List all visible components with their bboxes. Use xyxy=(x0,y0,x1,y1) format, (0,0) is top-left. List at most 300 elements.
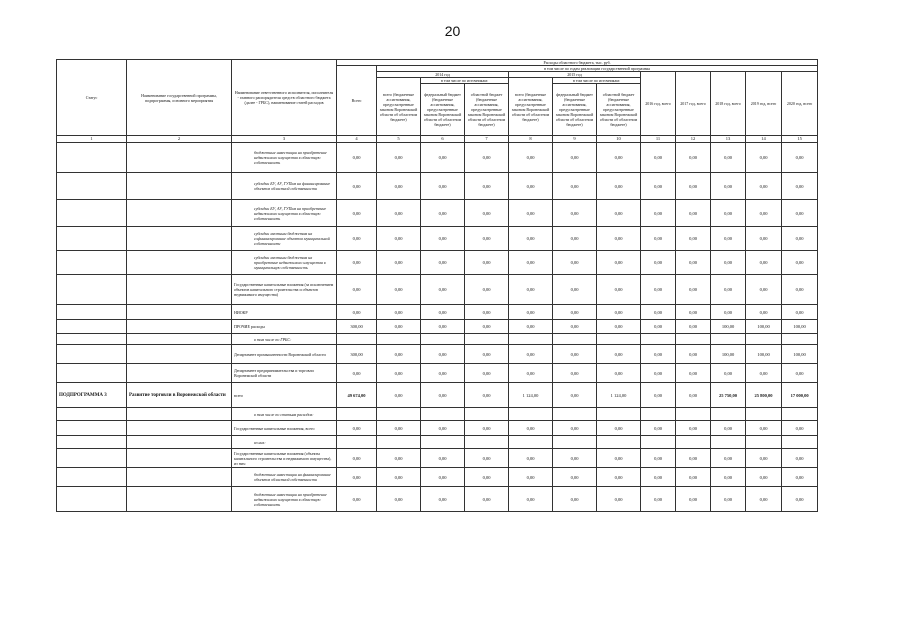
row-value: 0,00 xyxy=(421,468,465,487)
row-value: 0,00 xyxy=(641,449,676,468)
row-value: 0,00 xyxy=(509,345,553,364)
row-value xyxy=(337,334,377,345)
row-value: 0,00 xyxy=(746,275,782,305)
row-value: 0,00 xyxy=(553,320,597,334)
row-value xyxy=(465,334,509,345)
table-row xyxy=(57,408,818,421)
row-status xyxy=(57,334,127,345)
row-value xyxy=(641,334,676,345)
row-value: 0,00 xyxy=(782,421,818,436)
header-sources-2015: в том числе по источникам: xyxy=(553,78,641,84)
row-value: 300,00 xyxy=(337,345,377,364)
row-value: 0,00 xyxy=(641,200,676,227)
row-value xyxy=(641,408,676,421)
row-value: 100,00 xyxy=(746,345,782,364)
column-number: 11 xyxy=(641,136,676,143)
row-value: 0,00 xyxy=(641,345,676,364)
row-status xyxy=(57,364,127,383)
row-value: 0,00 xyxy=(676,383,711,408)
row-value: 0,00 xyxy=(421,143,465,173)
row-value: 0,00 xyxy=(553,383,597,408)
table-row xyxy=(57,320,818,334)
column-number: 10 xyxy=(597,136,641,143)
row-status xyxy=(57,449,127,468)
row-value: 0,00 xyxy=(337,364,377,383)
row-value xyxy=(676,436,711,449)
row-value: 0,00 xyxy=(465,383,509,408)
row-value: 0,00 xyxy=(465,468,509,487)
header-col-5: всего (бюджетные ассигнования, предусмотренные законом Воронежской области об областном бюджете) xyxy=(377,78,421,136)
row-value: 0,00 xyxy=(597,305,641,320)
row-value: 0,00 xyxy=(377,275,421,305)
row-value xyxy=(782,408,818,421)
table-row xyxy=(57,449,818,468)
column-number: 8 xyxy=(509,136,553,143)
row-value: 0,00 xyxy=(676,200,711,227)
row-value: 0,00 xyxy=(746,227,782,251)
row-value: 0,00 xyxy=(782,449,818,468)
row-value: 0,00 xyxy=(746,487,782,512)
row-value: 0,00 xyxy=(597,173,641,200)
row-value: 0,00 xyxy=(465,173,509,200)
row-value: 0,00 xyxy=(337,227,377,251)
row-value: 0,00 xyxy=(509,421,553,436)
row-description: из них: xyxy=(232,436,337,449)
row-value: 0,00 xyxy=(377,320,421,334)
row-program-name xyxy=(127,487,232,512)
row-value: 0,00 xyxy=(597,200,641,227)
row-value: 0,00 xyxy=(641,251,676,275)
header-expenses-title: Расходы областного бюджета, тыс. руб. xyxy=(337,60,818,66)
row-status xyxy=(57,468,127,487)
row-status xyxy=(57,173,127,200)
row-value: 0,00 xyxy=(676,305,711,320)
row-value xyxy=(377,408,421,421)
row-value: 0,00 xyxy=(337,449,377,468)
page-number: 20 xyxy=(444,23,461,39)
row-value xyxy=(465,408,509,421)
row-value: 0,00 xyxy=(641,421,676,436)
row-description: субсидии БУ, АУ, ГУПам на финансирование объектов областной собственности xyxy=(232,173,337,200)
row-value: 0,00 xyxy=(597,320,641,334)
row-value: 0,00 xyxy=(465,421,509,436)
row-value: 0,00 xyxy=(421,383,465,408)
row-value: 0,00 xyxy=(377,487,421,512)
row-program-name xyxy=(127,468,232,487)
row-value: 0,00 xyxy=(711,200,746,227)
row-description: Департамент предпринимательства и торговли Воронежской области xyxy=(232,364,337,383)
row-status xyxy=(57,408,127,421)
row-status: ПОДПРОГРАММА 3 xyxy=(57,383,127,408)
row-value: 0,00 xyxy=(711,421,746,436)
row-value: 0,00 xyxy=(377,421,421,436)
column-number: 6 xyxy=(421,136,465,143)
row-value: 0,00 xyxy=(553,468,597,487)
column-number: 15 xyxy=(782,136,818,143)
row-value: 0,00 xyxy=(676,345,711,364)
row-value: 0,00 xyxy=(676,143,711,173)
column-number: 7 xyxy=(465,136,509,143)
row-value: 0,00 xyxy=(509,320,553,334)
row-program-name xyxy=(127,200,232,227)
header-2016: 2016 год, всего xyxy=(641,72,676,136)
table-row xyxy=(57,251,818,275)
row-value: 0,00 xyxy=(782,200,818,227)
row-value: 0,00 xyxy=(465,449,509,468)
row-value: 0,00 xyxy=(641,305,676,320)
row-value xyxy=(746,436,782,449)
row-value: 0,00 xyxy=(676,421,711,436)
table-row xyxy=(57,173,818,200)
row-value xyxy=(337,436,377,449)
row-description: Государственные капитальные вложения (объекты капитального строительства и недвижимого имущества), из них: xyxy=(232,449,337,468)
row-value: 0,00 xyxy=(711,275,746,305)
row-value: 0,00 xyxy=(377,345,421,364)
row-value: 0,00 xyxy=(641,173,676,200)
row-value: 0,00 xyxy=(465,227,509,251)
row-value: 0,00 xyxy=(337,487,377,512)
row-description: субсидии местным бюджетам на софинансирование объектов муниципальной собственности xyxy=(232,227,337,251)
row-value: 0,00 xyxy=(421,364,465,383)
row-value: 17 000,00 xyxy=(782,383,818,408)
table-row xyxy=(57,383,818,408)
row-value: 0,00 xyxy=(509,364,553,383)
row-value: 1 124,00 xyxy=(509,383,553,408)
header-2019: 2019 год, всего xyxy=(746,72,782,136)
row-value xyxy=(553,436,597,449)
row-value: 0,00 xyxy=(641,364,676,383)
row-value: 0,00 xyxy=(711,305,746,320)
column-number: 4 xyxy=(337,136,377,143)
row-description: субсидии БУ, АУ, ГУПам на приобретение недвижимого имущества в областную собственность xyxy=(232,200,337,227)
row-value xyxy=(782,436,818,449)
row-value xyxy=(509,436,553,449)
row-value: 0,00 xyxy=(782,468,818,487)
row-value: 0,00 xyxy=(746,200,782,227)
header-col-9: федеральный бюджет (бюджетные ассигнования, предусмотренные законом Воронежской области об областном бюджете) xyxy=(553,84,597,136)
row-value: 0,00 xyxy=(465,320,509,334)
row-value: 0,00 xyxy=(597,421,641,436)
row-value: 0,00 xyxy=(337,200,377,227)
row-value xyxy=(509,408,553,421)
row-description: бюджетные инвестиции на приобретение недвижимого имущества в областную собственность xyxy=(232,143,337,173)
row-program-name xyxy=(127,275,232,305)
column-number: 2 xyxy=(127,136,232,143)
row-value: 0,00 xyxy=(421,345,465,364)
row-value: 0,00 xyxy=(377,227,421,251)
row-description: Департамент промышленности Воронежской области xyxy=(232,345,337,364)
row-value: 0,00 xyxy=(553,275,597,305)
row-value: 0,00 xyxy=(597,143,641,173)
header-2020: 2020 год, всего xyxy=(782,72,818,136)
row-value: 0,00 xyxy=(782,227,818,251)
table-row xyxy=(57,227,818,251)
row-value: 0,00 xyxy=(782,173,818,200)
row-program-name xyxy=(127,227,232,251)
row-value: 0,00 xyxy=(421,251,465,275)
row-value: 25 800,00 xyxy=(746,383,782,408)
row-value: 0,00 xyxy=(597,449,641,468)
row-value: 0,00 xyxy=(337,275,377,305)
row-program-name xyxy=(127,143,232,173)
row-status xyxy=(57,143,127,173)
row-value: 0,00 xyxy=(641,320,676,334)
row-value: 0,00 xyxy=(676,275,711,305)
row-description: бюджетные инвестиции на приобретение недвижимого имущества в областную собственность xyxy=(232,487,337,512)
row-value: 0,00 xyxy=(597,251,641,275)
row-value: 49 674,00 xyxy=(337,383,377,408)
row-value: 0,00 xyxy=(711,364,746,383)
row-value: 0,00 xyxy=(421,320,465,334)
row-value xyxy=(421,436,465,449)
row-value: 0,00 xyxy=(509,487,553,512)
row-value: 100,00 xyxy=(782,320,818,334)
row-value: 0,00 xyxy=(746,143,782,173)
row-program-name xyxy=(127,364,232,383)
row-value: 0,00 xyxy=(597,275,641,305)
row-value: 0,00 xyxy=(553,305,597,320)
row-value: 0,00 xyxy=(465,305,509,320)
row-value: 0,00 xyxy=(465,364,509,383)
row-value: 0,00 xyxy=(746,173,782,200)
table-row xyxy=(57,364,818,383)
row-value: 0,00 xyxy=(676,227,711,251)
row-value: 0,00 xyxy=(746,251,782,275)
row-value xyxy=(676,408,711,421)
row-value xyxy=(746,334,782,345)
row-value: 0,00 xyxy=(782,251,818,275)
row-value: 0,00 xyxy=(711,143,746,173)
row-value: 0,00 xyxy=(509,173,553,200)
row-value: 0,00 xyxy=(465,345,509,364)
row-status xyxy=(57,275,127,305)
row-program-name xyxy=(127,251,232,275)
header-year-2015: 2015 год xyxy=(509,72,641,78)
row-value: 0,00 xyxy=(746,449,782,468)
row-description: Государственные капитальные вложения (за исключением объектов капитального строительства и объектов недвижимого имущества) xyxy=(232,275,337,305)
row-value xyxy=(711,436,746,449)
row-value: 0,00 xyxy=(553,143,597,173)
row-value xyxy=(746,408,782,421)
row-value: 0,00 xyxy=(782,275,818,305)
row-value xyxy=(597,408,641,421)
row-value: 0,00 xyxy=(337,143,377,173)
row-value: 0,00 xyxy=(746,305,782,320)
row-value: 0,00 xyxy=(782,305,818,320)
row-value: 0,00 xyxy=(337,421,377,436)
row-status xyxy=(57,227,127,251)
header-total: Всего xyxy=(337,66,377,136)
row-value xyxy=(676,334,711,345)
row-value: 0,00 xyxy=(421,421,465,436)
row-value: 0,00 xyxy=(509,449,553,468)
row-value: 0,00 xyxy=(509,251,553,275)
row-value xyxy=(377,436,421,449)
row-status xyxy=(57,320,127,334)
header-2017: 2017 год, всего xyxy=(676,72,711,136)
row-program-name xyxy=(127,408,232,421)
row-value: 0,00 xyxy=(377,251,421,275)
row-value: 0,00 xyxy=(377,449,421,468)
row-value: 0,00 xyxy=(337,468,377,487)
row-value xyxy=(465,436,509,449)
row-description: всего xyxy=(232,383,337,408)
column-number: 14 xyxy=(746,136,782,143)
row-status xyxy=(57,200,127,227)
row-value xyxy=(553,408,597,421)
row-program-name: Развитие торговли в Воронежской области xyxy=(127,383,232,408)
row-value xyxy=(711,334,746,345)
row-value: 0,00 xyxy=(421,173,465,200)
row-status xyxy=(57,251,127,275)
row-value: 0,00 xyxy=(421,305,465,320)
row-value: 0,00 xyxy=(597,227,641,251)
header-2018: 2018 год, всего xyxy=(711,72,746,136)
row-value xyxy=(641,436,676,449)
row-value: 0,00 xyxy=(711,227,746,251)
row-value: 0,00 xyxy=(553,449,597,468)
row-value: 0,00 xyxy=(421,487,465,512)
row-value: 0,00 xyxy=(711,468,746,487)
row-value: 0,00 xyxy=(337,251,377,275)
row-value xyxy=(782,334,818,345)
row-value: 0,00 xyxy=(377,143,421,173)
column-number: 12 xyxy=(676,136,711,143)
row-value: 0,00 xyxy=(377,305,421,320)
row-value xyxy=(337,408,377,421)
row-value: 0,00 xyxy=(465,275,509,305)
row-value: 0,00 xyxy=(377,200,421,227)
row-value: 0,00 xyxy=(465,487,509,512)
row-program-name xyxy=(127,305,232,320)
row-value: 0,00 xyxy=(509,275,553,305)
header-gov-agent: Наименование ответственного исполнителя, исполнителя - главного распорядителя средств областного бюджета (далее - ГРБС), наименование статей расходов xyxy=(232,60,337,136)
column-number: 13 xyxy=(711,136,746,143)
header-status: Статус xyxy=(57,60,127,136)
row-value: 0,00 xyxy=(465,143,509,173)
header-including-years: в том числе по годам реализации государственной программы xyxy=(377,66,818,72)
row-value: 0,00 xyxy=(782,364,818,383)
row-value: 100,00 xyxy=(746,320,782,334)
row-program-name xyxy=(127,173,232,200)
row-value: 0,00 xyxy=(782,143,818,173)
row-value: 0,00 xyxy=(421,275,465,305)
row-value: 0,00 xyxy=(509,305,553,320)
row-value: 0,00 xyxy=(553,421,597,436)
row-value: 0,00 xyxy=(509,200,553,227)
row-value: 0,00 xyxy=(553,227,597,251)
row-value: 0,00 xyxy=(337,305,377,320)
row-description: в том числе по статьям расходов: xyxy=(232,408,337,421)
column-number-row xyxy=(57,136,818,143)
row-value: 0,00 xyxy=(377,468,421,487)
row-value: 0,00 xyxy=(553,251,597,275)
header-program-name: Наименование государственной программы, подпрограммы, основного мероприятия xyxy=(127,60,232,136)
row-description: в том числе по ГРБС: xyxy=(232,334,337,345)
row-value: 0,00 xyxy=(553,487,597,512)
row-value xyxy=(553,334,597,345)
row-value xyxy=(711,408,746,421)
header-col-6: федеральный бюджет (бюджетные ассигнования, предусмотренные законом Воронежской области об областном бюджете) xyxy=(421,84,465,136)
table-row xyxy=(57,334,818,345)
row-value: 1 124,00 xyxy=(597,383,641,408)
row-value: 0,00 xyxy=(597,364,641,383)
row-description: субсидии местным бюджетам на приобретение недвижимого имущества в муниципальную собственность xyxy=(232,251,337,275)
row-value: 0,00 xyxy=(641,383,676,408)
row-status xyxy=(57,436,127,449)
row-value: 0,00 xyxy=(676,468,711,487)
row-value: 0,00 xyxy=(782,487,818,512)
row-value: 100,00 xyxy=(782,345,818,364)
header-sources-2014: в том числе по источникам: xyxy=(421,78,509,84)
row-value: 0,00 xyxy=(711,449,746,468)
table-row xyxy=(57,275,818,305)
header-year-2014: 2014 год xyxy=(377,72,509,78)
row-program-name xyxy=(127,449,232,468)
row-value: 0,00 xyxy=(337,173,377,200)
row-program-name xyxy=(127,334,232,345)
row-value: 0,00 xyxy=(553,200,597,227)
row-value: 0,00 xyxy=(377,383,421,408)
column-number: 5 xyxy=(377,136,421,143)
budget-table xyxy=(56,59,818,512)
row-value: 0,00 xyxy=(421,449,465,468)
row-status xyxy=(57,305,127,320)
row-value: 100,00 xyxy=(711,320,746,334)
row-status xyxy=(57,421,127,436)
row-value xyxy=(377,334,421,345)
row-value: 0,00 xyxy=(746,468,782,487)
table-row xyxy=(57,421,818,436)
row-program-name xyxy=(127,436,232,449)
row-value: 0,00 xyxy=(377,364,421,383)
row-description: бюджетные инвестиции на финансирование объектов областной собственности xyxy=(232,468,337,487)
header-col-8: всего (бюджетные ассигнования, предусмотренные законом Воронежской области об областном бюджете) xyxy=(509,78,553,136)
row-value: 0,00 xyxy=(597,345,641,364)
column-number: 9 xyxy=(553,136,597,143)
table-row xyxy=(57,200,818,227)
table-row xyxy=(57,487,818,512)
row-value xyxy=(597,436,641,449)
row-value: 0,00 xyxy=(676,320,711,334)
table-row xyxy=(57,468,818,487)
row-value: 0,00 xyxy=(711,173,746,200)
row-description: ПРОЧИЕ расходы xyxy=(232,320,337,334)
row-status xyxy=(57,487,127,512)
row-value xyxy=(421,408,465,421)
row-value: 0,00 xyxy=(509,227,553,251)
row-value: 0,00 xyxy=(509,143,553,173)
row-value: 0,00 xyxy=(676,449,711,468)
row-value: 0,00 xyxy=(421,200,465,227)
row-value: 0,00 xyxy=(711,487,746,512)
row-value: 0,00 xyxy=(377,173,421,200)
header-col-10: областной бюджет (бюджетные ассигнования, предусмотренные законом Воронежской области об областном бюджете) xyxy=(597,84,641,136)
row-program-name xyxy=(127,421,232,436)
row-value: 0,00 xyxy=(465,251,509,275)
row-value: 0,00 xyxy=(746,364,782,383)
table-row xyxy=(57,305,818,320)
table-row xyxy=(57,436,818,449)
row-program-name xyxy=(127,345,232,364)
row-value xyxy=(421,334,465,345)
row-value: 0,00 xyxy=(676,251,711,275)
row-value: 0,00 xyxy=(553,173,597,200)
row-value: 0,00 xyxy=(746,421,782,436)
row-value: 0,00 xyxy=(465,200,509,227)
table-row xyxy=(57,345,818,364)
row-value xyxy=(597,334,641,345)
